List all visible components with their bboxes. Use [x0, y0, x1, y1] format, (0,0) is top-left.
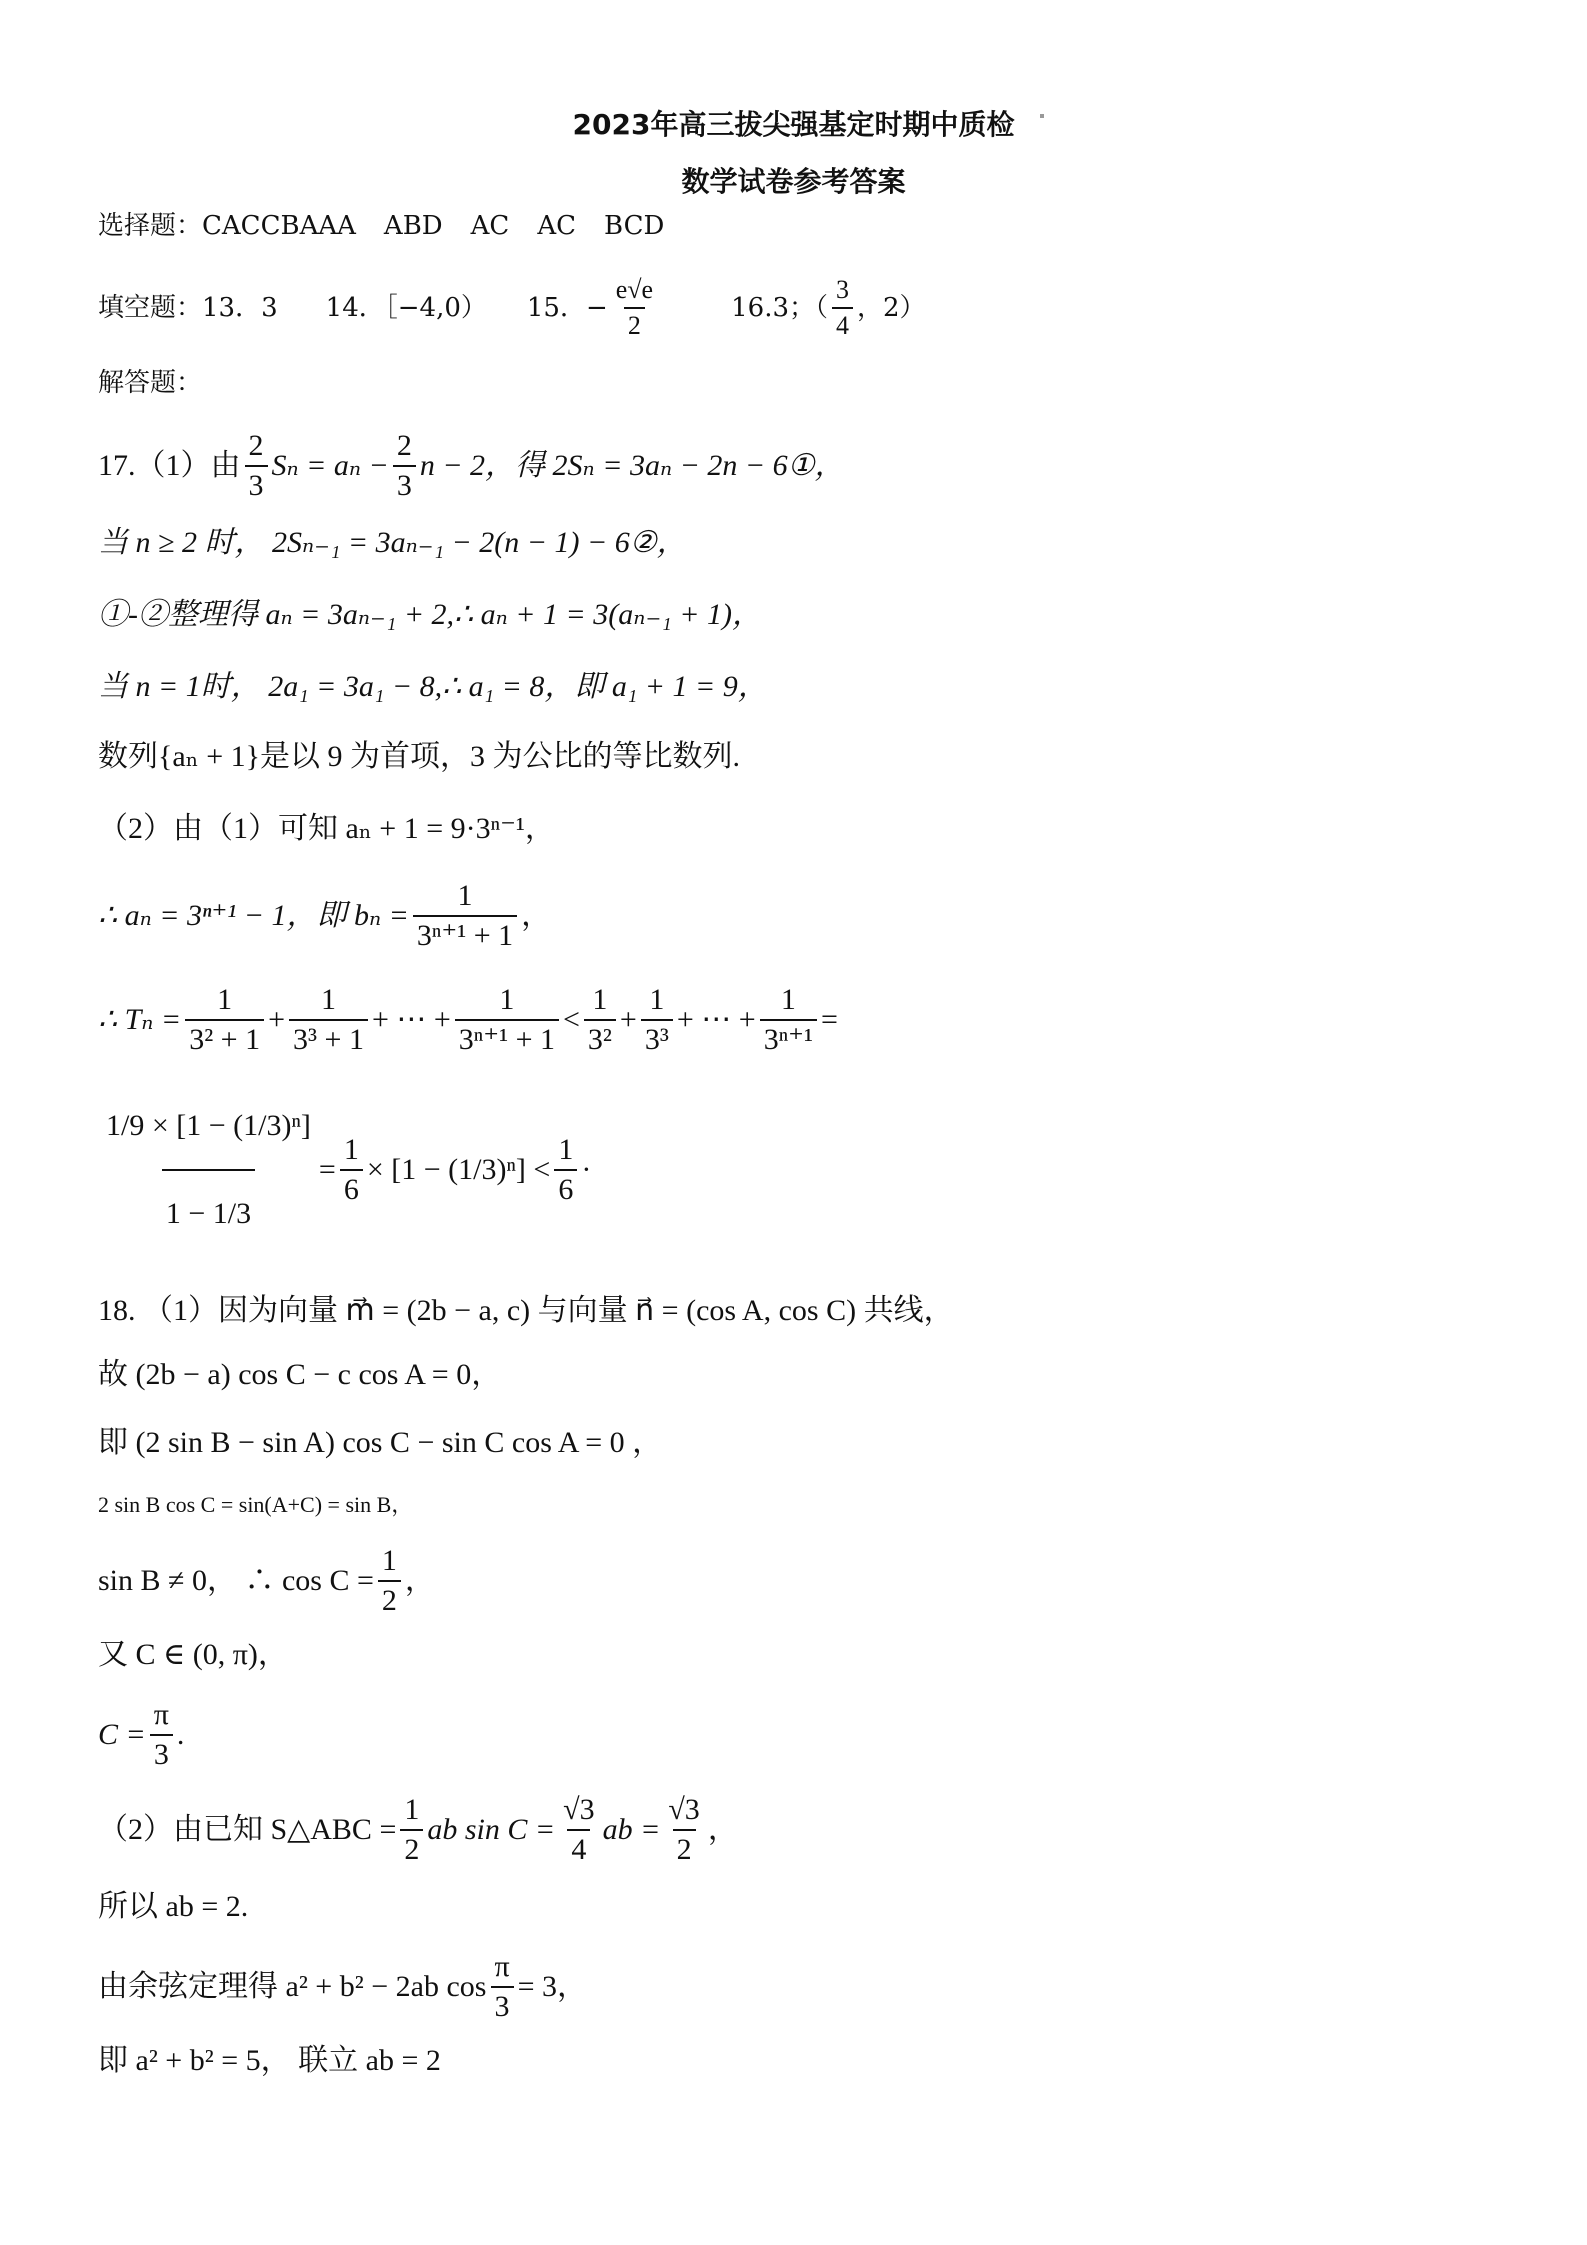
fill-answers-line	[98, 272, 1547, 344]
p18-line-7: C = $\frac{\pi}{3}$ .	[98, 1698, 185, 1771]
p17-line-4: 当 n = 1时， 2a₁ = 3a₁ − 8,∴ a₁ = 8，即 a₁ + 1 = 9，	[98, 670, 768, 703]
fill-q13: 13．3	[202, 293, 278, 323]
p18-c-fraction: $\frac{\pi}{3}$	[150, 1700, 173, 1770]
p18-line-1: 18. （1）因为向量 m⃗ = (2b − a, c) 与向量 n⃗ = (cos A, cos C) 共线，	[98, 1294, 954, 1327]
choice-multi-3: AC	[537, 211, 576, 241]
fill-q15-fraction: $\frac{e√e}{2}$	[615, 275, 654, 340]
fill-q16-fraction: $\frac{3}{4}$	[832, 277, 853, 339]
p17-sum-fraction: $\frac{\text{1/9 × [1 − (1/3)ⁿ]}}{1 - 1/3}$	[106, 1109, 311, 1230]
p17-line-3: ①-②整理得 aₙ = 3aₙ₋₁ + 2,∴ aₙ + 1 = 3(aₙ₋₁ + 1)，	[98, 598, 762, 631]
page-title: 2023年高三拔尖强基定时期中质检	[572, 108, 1015, 141]
choice-label: 选择题：	[98, 211, 203, 241]
p17-frac-2-3a: $\frac{2}{3}$	[245, 431, 268, 501]
p18-line-5: sin B ≠ 0， ∴ cos C = $\frac{1}{2}$ ，	[98, 1544, 435, 1617]
p17-line-1: 17.（1）由 $\frac{2}{3}$ Sₙ = aₙ − $\frac{2}{3}$ n − 2，得 2Sₙ = 3aₙ − 2n − 6①，	[98, 429, 845, 502]
p18-line-8: （2）由已知 S△ABC = $\frac{1}{2}$ ab sin C = $\frac{√3}{4}$ ab = $\frac{√3}{2}$ ，	[98, 1793, 738, 1866]
p18-area-frac-2: $\frac{√3}{4}$	[563, 1793, 595, 1866]
solution-label: 解答题：	[98, 368, 203, 398]
p18-line-9: 所以 ab = 2.	[98, 1890, 249, 1923]
p17-term-3: $\frac{1}{\text{3ⁿ⁺¹ + 1}}$	[455, 985, 559, 1055]
p18-cos-pi-3: $\frac{\pi}{3}$	[490, 1952, 513, 2022]
choice-single: CACCBAAA	[202, 211, 356, 241]
p17-frac-1-6b: $\frac{1}{6}$	[554, 1135, 577, 1205]
p17-line-8: ∴ Tₙ = $\frac{1}{\text{3² + 1}}$ + $\frac{1}{\text{3³ + 1}}$ + ⋯ + $\frac{1}{\text{3ⁿ⁺¹ + 1}}$ < $\frac{1}{\text{3²}}$ + $\frac{1}{\text{3³}}$ + ⋯ + $\frac{1}{\text{3ⁿ⁺¹}}$ =	[98, 983, 838, 1056]
p17-line-7: ∴ aₙ = 3ⁿ⁺¹ − 1，即 bₙ = $\frac{1}{\text{3ⁿ⁺¹ + 1}}$ ，	[98, 879, 552, 952]
p17-term-1: $\frac{1}{\text{3² + 1}}$	[185, 985, 264, 1055]
choice-answers-line	[98, 213, 1547, 239]
p18-line-4: 2 sin B cos C = sin(A+C) = sin B，	[98, 1492, 414, 1517]
page-subtitle: 数学试卷参考答案	[681, 165, 906, 198]
p18-line-11: 即 a² + b² = 5， 联立 ab = 2	[98, 2044, 441, 2077]
fill-q16-prefix: 16.3；（	[731, 293, 829, 323]
p17-line-9: $\frac{\text{1/9 × [1 − (1/3)ⁿ]}}{1 - 1/3}$ = $\frac{1}{6}$ × [1 − (1/3)ⁿ] < $\frac{1}{6}$ ·	[98, 1080, 1547, 1260]
p17-upper-1: $\frac{1}{\text{3²}}$	[584, 985, 616, 1055]
p18-line-3: 即 (2 sin B − sin A) cos C − sin C cos A = 0 ，	[98, 1426, 663, 1459]
fill-q15-prefix: 15．−	[526, 293, 608, 323]
choice-multi-2: AC	[470, 211, 510, 241]
fill-q14: 14．［−4,0）	[325, 293, 487, 323]
p17-line-2: 当 n ≥ 2 时， 2Sₙ₋₁ = 3aₙ₋₁ − 2(n − 1) − 6②，	[98, 526, 687, 559]
p18-area-frac-3: $\frac{√3}{2}$	[668, 1793, 700, 1866]
p18-area-frac-1: $\frac{1}{2}$	[400, 1795, 423, 1865]
p18-cos-fraction: $\frac{1}{2}$	[378, 1546, 401, 1616]
p17-frac-2-3b: $\frac{2}{3}$	[393, 431, 416, 501]
p17-bn-fraction: $\frac{1}{\text{3ⁿ⁺¹ + 1}}$	[413, 881, 517, 951]
p17-line-6: （2）由（1）可知 aₙ + 1 = 9·3ⁿ⁻¹，	[98, 812, 555, 845]
choice-multi-4: BCD	[604, 211, 665, 241]
fill-q16-suffix: ，2）	[857, 293, 926, 323]
p18-line-6: 又 C ∈ (0, π)，	[98, 1638, 288, 1671]
p17-line-5: 数列{aₙ + 1}是以 9 为首项，3 为公比的等比数列.	[98, 740, 741, 773]
p18-line-10: 由余弦定理得 a² + b² − 2ab cos $\frac{\pi}{3}$ = 3，	[98, 1950, 588, 2023]
p17-upper-3: $\frac{1}{\text{3ⁿ⁺¹}}$	[760, 985, 817, 1055]
p17-upper-2: $\frac{1}{\text{3³}}$	[641, 985, 673, 1055]
p17-term-2: $\frac{1}{\text{3³ + 1}}$	[289, 985, 368, 1055]
p18-line-2: 故 (2b − a) cos C − c cos A = 0，	[98, 1358, 502, 1391]
fill-label: 填空题：	[98, 293, 203, 323]
p17-frac-1-6a: $\frac{1}{6}$	[340, 1135, 363, 1205]
choice-multi-1: ABD	[383, 211, 443, 241]
